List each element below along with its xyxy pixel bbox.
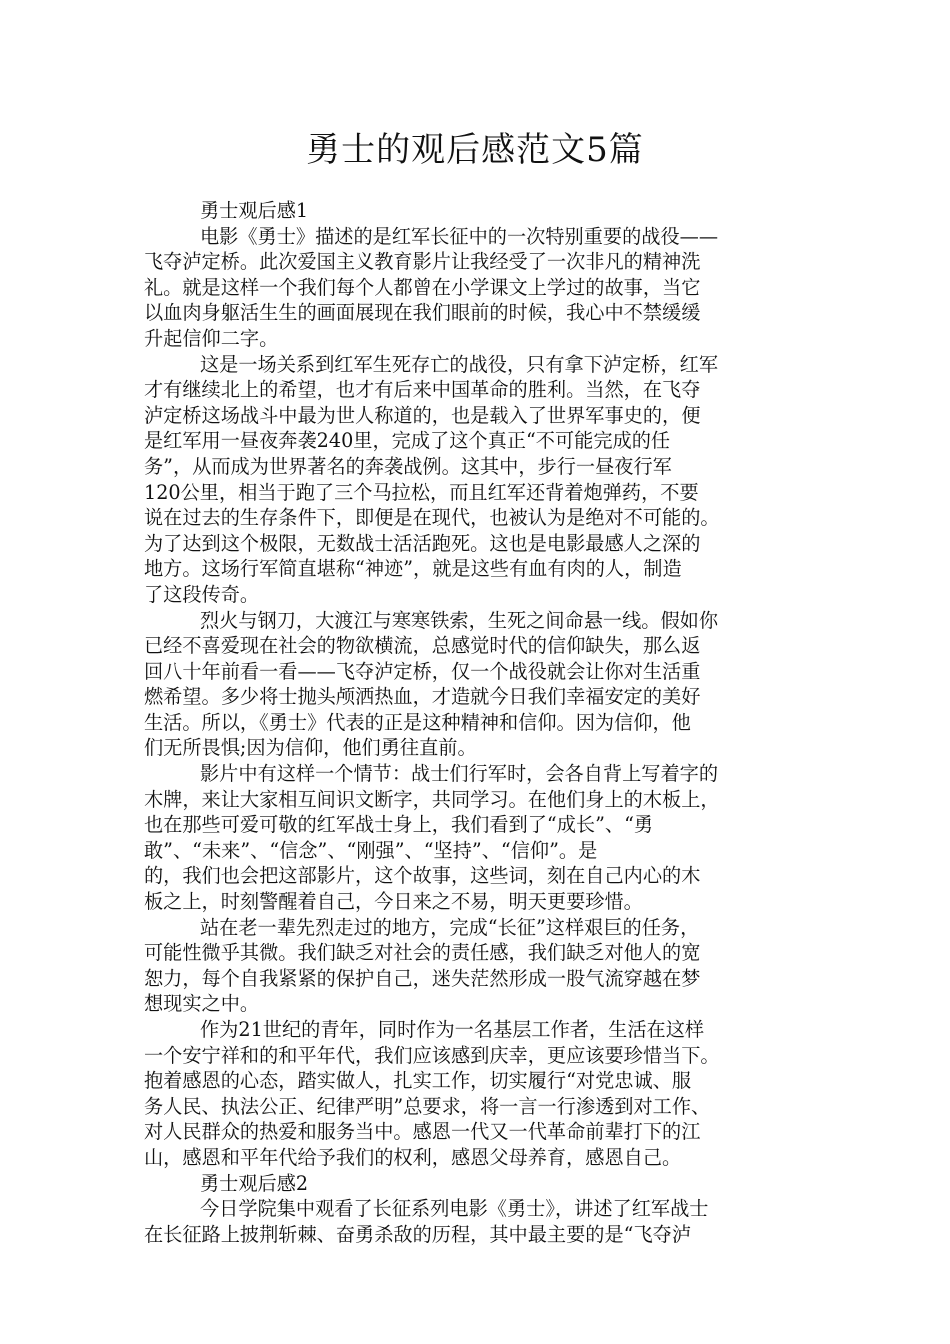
paragraph-line: 今日学院集中观看了长征系列电影《勇士》，讲述了红军战士	[200, 1197, 709, 1221]
paragraph-line: 抱着感恩的心态，踏实做人，扎实工作，切实履行“对党忠诚、服	[144, 1069, 692, 1093]
paragraph-line: 恕力，每个自我紧紧的保护自己，迷失茫然形成一股气流穿越在梦	[144, 966, 701, 990]
paragraph-line: 的，我们也会把这部影片，这个故事，这些词，刻在自己内心的木	[144, 864, 701, 888]
paragraph-line: 在长征路上披荆斩棘、奋勇杀敌的历程，其中最主要的是“飞夺泸	[144, 1222, 692, 1246]
paragraph-line: 山，感恩和平年代给予我们的权利，感恩父母养育，感恩自己。	[144, 1145, 682, 1169]
paragraph-line: 影片中有这样一个情节：战士们行军时，会各自背上写着字的	[200, 762, 719, 786]
paragraph-line: 礼。就是这样一个我们每个人都曾在小学课文上学过的故事，当它	[144, 275, 701, 299]
paragraph-line: 说在过去的生存条件下，即便是在现代，也被认为是绝对不可能的。	[144, 506, 720, 530]
paragraph-line: 木牌，来让大家相互间识文断字，共同学习。在他们身上的木板上，	[144, 787, 720, 811]
paragraph-line: 已经不喜爱现在社会的物欲横流，总感觉时代的信仰缺失，那么返	[144, 634, 701, 658]
paragraph-line: 对人民群众的热爱和服务当中。感恩一代又一代革命前辈打下的江	[144, 1120, 701, 1144]
paragraph-line: 务”，从而成为世界著名的奔袭战例。这其中，步行一昼夜行军	[144, 454, 672, 478]
paragraph-line: 这是一场关系到红军生死存亡的战役，只有拿下泸定桥，红军	[200, 352, 719, 376]
paragraph-line: 泸定桥这场战斗中最为世人称道的，也是载入了世界军事史的，便	[144, 403, 701, 427]
paragraph-line: 以血肉身躯活生生的画面展现在我们眼前的时候，我心中不禁缓缓	[144, 301, 701, 325]
section-heading: 勇士观后感1	[200, 199, 309, 222]
paragraph-line: 想现实之中。	[144, 992, 260, 1016]
paragraph-line: 可能性微乎其微。我们缺乏对社会的责任感，我们缺乏对他人的宽	[144, 941, 701, 965]
paragraph-line: 也在那些可爱可敬的红军战士身上，我们看到了“成长”、“勇	[144, 813, 654, 837]
paragraph-line: 烈火与钢刀，大渡江与寒寒铁索，生死之间命悬一线。假如你	[200, 608, 719, 632]
paragraph-line: 飞夺泸定桥。此次爱国主义教育影片让我经受了一次非凡的精神洗	[144, 250, 701, 274]
paragraph-line: 务人民、执法公正、纪律严明”总要求，将一言一行渗透到对工作、	[144, 1094, 711, 1118]
paragraph-line: 地方。这场行军简直堪称“神迹”，就是这些有血有肉的人，制造	[144, 557, 682, 581]
paragraph-line: 作为21世纪的青年，同时作为一名基层工作者，生活在这样	[200, 1018, 705, 1041]
paragraph-line: 敢”、“未来”、“信念”、“刚强”、“坚持”、“信仰”。是	[144, 838, 598, 862]
paragraph-line: 板之上，时刻警醒着自己，今日来之不易，明天更要珍惜。	[144, 890, 643, 914]
paragraph-line: 们无所畏惧;因为信仰，他们勇往直前。	[144, 736, 477, 760]
paragraph-line: 为了达到这个极限，无数战士活活跑死。这也是电影最感人之深的	[144, 531, 701, 555]
paragraph-line: 了这段传奇。	[144, 582, 260, 606]
document-title: 勇士的观后感范文5篇	[306, 130, 644, 170]
section-heading: 勇士观后感2	[200, 1171, 309, 1195]
paragraph-line: 升起信仰二字。	[144, 326, 279, 350]
paragraph-line: 站在老一辈先烈走过的地方，完成“长征”这样艰巨的任务，	[200, 915, 700, 939]
paragraph-line: 是红军用一昼夜奔袭240里，完成了这个真正“不可能完成的任	[144, 429, 671, 453]
paragraph-line: 一个安宁祥和的和平年代，我们应该感到庆幸，更应该要珍惜当下。	[144, 1043, 720, 1067]
paragraph-line: 120公里，相当于跑了三个马拉松，而且红军还背着炮弹药，不要	[144, 480, 699, 504]
paragraph-line: 回八十年前看一看——飞夺泸定桥，仅一个战役就会让你对生活重	[144, 659, 701, 683]
paragraph-line: 生活。所以，《勇士》代表的正是这种精神和信仰。因为信仰，他	[144, 710, 691, 734]
paragraph-line: 电影《勇士》描述的是红军长征中的一次特别重要的战役——	[200, 224, 719, 248]
paragraph-line: 燃希望。多少将士抛头颅洒热血，才造就今日我们幸福安定的美好	[144, 685, 701, 709]
document-body	[144, 198, 812, 1247]
paragraph-line: 才有继续北上的希望，也才有后来中国革命的胜利。当然，在飞夺	[144, 378, 701, 402]
